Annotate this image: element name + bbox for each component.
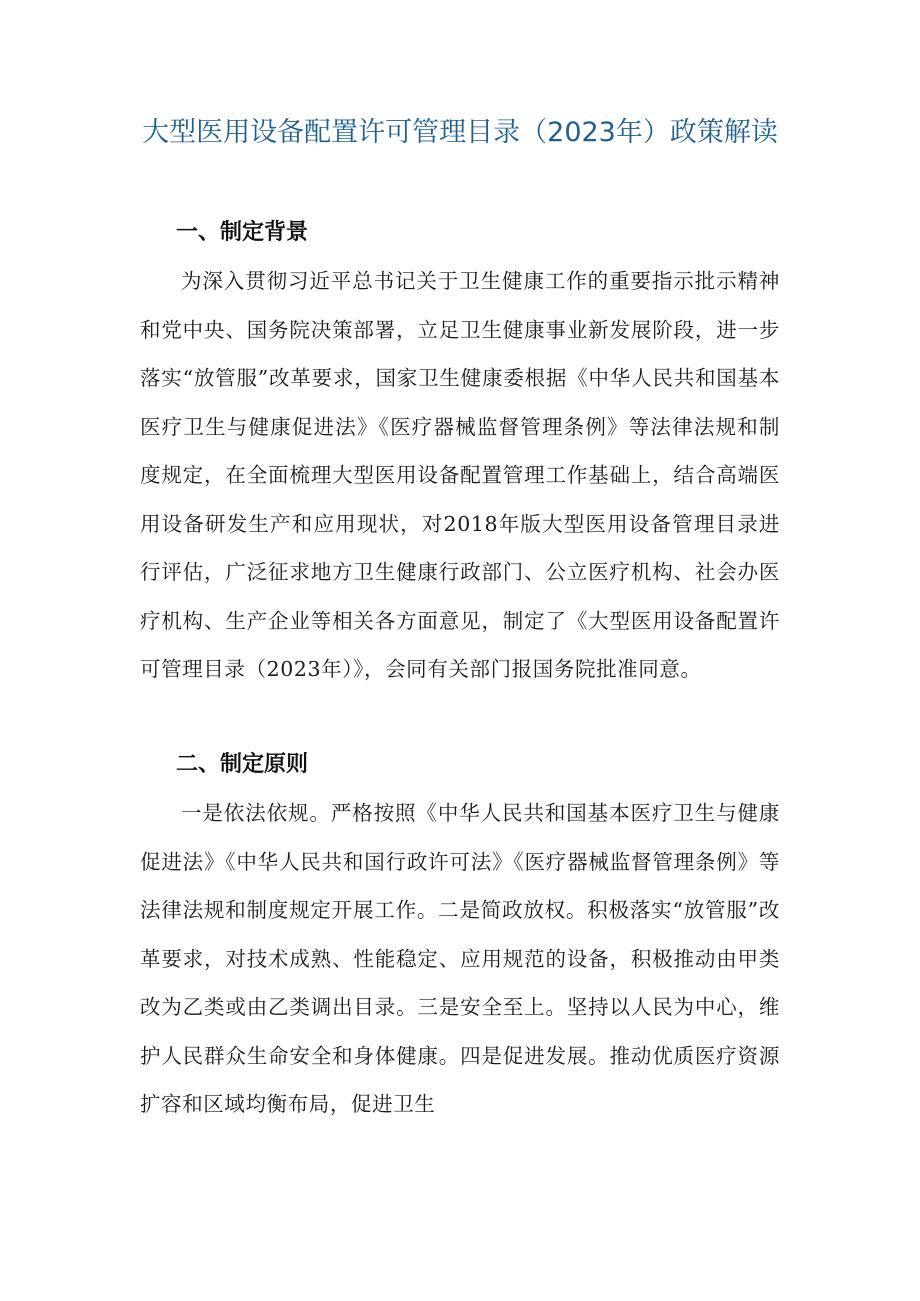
document-title: 大型医用设备配置许可管理目录（2023年）政策解读 (142, 117, 778, 148)
section-heading-principles: 二、制定原则 (176, 752, 309, 777)
section-paragraph-background: 为深入贯彻习近平总书记关于卫生健康工作的重要指示批示精神和党中央、国务院决策部署，立足卫生健康事业新发展阶段，进一步落实“放管服”改革要求，国家卫生健康委根据《中华人民共和国基本医疗卫生与健康促进法》《医疗器械监督管理条例》等法律法规和制度规定，在全面梳理大型医用设备配置管理工作基础上，结合高端医用设备研发生产和应用现状，对2018年版大型医用设备管理目录进行评估，广泛征求地方卫生健康行政部门、公立医疗机构、社会办医疗机构、生产企业等相关各方面意见，制定了《大型医用设备配置许可管理目录（2023年）》，会同有关部门报国务院批准同意。 (140, 269, 780, 681)
section-heading-background: 一、制定背景 (176, 220, 309, 245)
section-paragraph-principles: 一是依法依规。严格按照《中华人民共和国基本医疗卫生与健康促进法》《中华人民共和国行政许可法》《医疗器械监督管理条例》等法律法规和制度规定开展工作。二是简政放权。积极落实“放管服”改革要求，对技术成熟、性能稳定、应用规范的设备，积极推动由甲类改为乙类或由乙类调出目录。三是安全至上。坚持以人民为中心，维护人民群众生命安全和身体健康。四是促进发展。推动优质医疗资源扩容和区域均衡布局，促进卫生 (140, 801, 780, 1116)
